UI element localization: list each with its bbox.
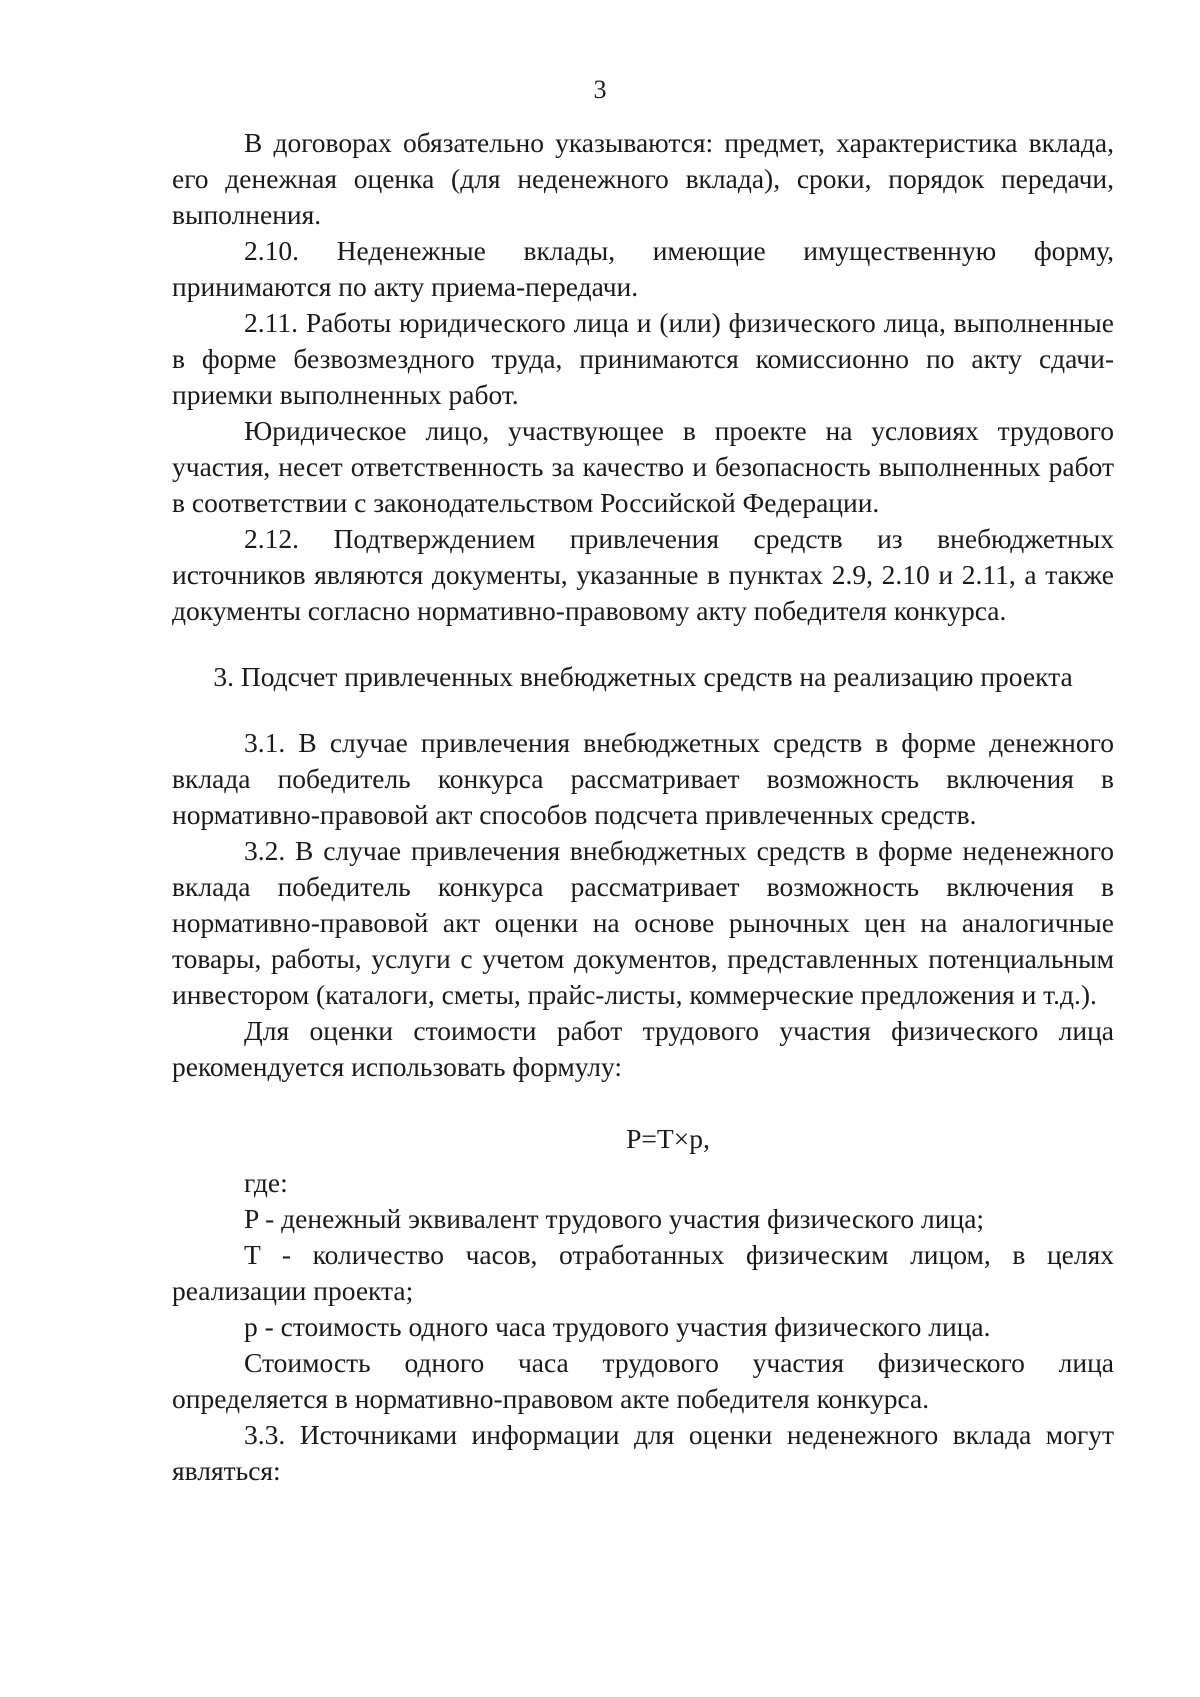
paragraph-2-10: 2.10. Неденежные вклады, имеющие имущественную форму, принимаются по акту приема-передачи. — [172, 235, 1114, 302]
paragraph-hour-cost: Стоимость одного часа трудового участия физического лица определяется в нормативно-правовом акте победителя конкурса. — [172, 1347, 1114, 1414]
formula: P=T×p, — [626, 1123, 710, 1154]
page-number: 3 — [593, 75, 607, 104]
paragraph-3-1: 3.1. В случае привлечения внебюджетных средств в форме денежного вклада победитель конкурса рассматривает возможность включения в нормативно-правовой акт способов подсчета привлеченных средств. — [172, 727, 1114, 830]
paragraph-2-12: 2.12. Подтверждением привлечения средств из внебюджетных источников являются документы, указанные в пунктах 2.9, 2.10 и 2.11, а также документы согласно нормативно-правовому акту победителя конкурса. — [172, 523, 1114, 626]
paragraph-3-2: 3.2. В случае привлечения внебюджетных средств в форме неденежного вклада победитель конкурса рассматривает возможность включения в нормативно-правовой акт оценки на основе рыночных цен на аналогичные товары, работы, услуги с учетом документов, представленных потенциальным инвестором (каталоги, сметы, прайс-листы, коммерческие предложения и т.д.). — [172, 835, 1114, 1010]
definition-p-lower: p - стоимость одного часа трудового участия физического лица. — [244, 1311, 991, 1342]
definition-t: T - количество часов, отработанных физическим лицом, в целях реализации проекта; — [172, 1239, 1114, 1306]
definition-p-upper: P - денежный эквивалент трудового участия физического лица; — [244, 1203, 985, 1234]
paragraph-3-3: 3.3. Источниками информации для оценки неденежного вклада могут являться: — [172, 1419, 1114, 1486]
paragraph-legal-entity: Юридическое лицо, участвующее в проекте на условиях трудового участия, несет ответственность за качество и безопасность выполненных работ в соответствии с законодательством Российской Федерации. — [172, 415, 1114, 518]
section-heading: 3. Подсчет привлеченных внебюджетных средств на реализацию проекта — [213, 661, 1073, 692]
paragraph-2-11: 2.11. Работы юридического лица и (или) физического лица, выполненные в форме безвозмездного труда, принимаются комиссионно по акту сдачи-приемки выполненных работ. — [172, 307, 1114, 410]
where-label: где: — [244, 1167, 288, 1198]
paragraph-contracts: В договорах обязательно указываются: предмет, характеристика вклада, его денежная оценка (для неденежного вклада), сроки, порядок передачи, выполнения. — [172, 127, 1114, 230]
paragraph-formula-intro: Для оценки стоимости работ трудового участия физического лица рекомендуется использовать формулу: — [172, 1015, 1114, 1082]
document-body — [172, 125, 1114, 1489]
